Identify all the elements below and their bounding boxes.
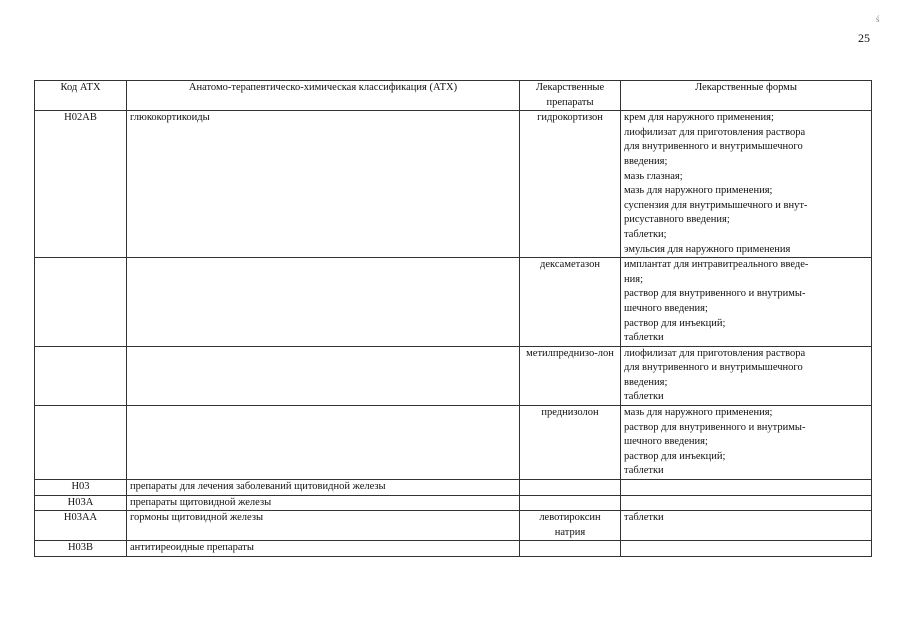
form-line: мазь для наружного применения; <box>624 407 773 419</box>
atx-code-cell <box>35 406 127 480</box>
forms-cell <box>621 346 872 405</box>
table-row <box>35 346 872 405</box>
form-line: таблетки <box>624 391 664 403</box>
atx-code-cell <box>35 346 127 405</box>
form-line: таблетки; <box>624 228 667 240</box>
preparation-cell: гидрокортизон <box>520 111 621 258</box>
preparation-cell: метилпреднизо-лон <box>520 346 621 405</box>
form-line: таблетки <box>624 512 664 524</box>
table-row <box>35 111 872 258</box>
form-line: для внутривенного и внутримышечного <box>624 362 803 374</box>
forms-cell <box>621 406 872 480</box>
form-line: имплантат для интравитреального введе- <box>624 259 809 271</box>
table-row <box>35 406 872 480</box>
atx-table <box>34 80 872 557</box>
form-line: раствор для инъекций; <box>624 317 726 329</box>
table-row <box>35 480 872 496</box>
form-line: раствор для внутривенного и внутримы- <box>624 421 806 433</box>
table-row <box>35 258 872 347</box>
preparation-cell: левотироксин натрия <box>520 511 621 541</box>
form-line: раствор для инъекций; <box>624 450 726 462</box>
forms-cell <box>621 541 872 557</box>
classification-cell <box>127 346 520 405</box>
atx-code-cell <box>35 258 127 347</box>
classification-cell <box>127 258 520 347</box>
form-line: лиофилизат для приготовления раствора <box>624 126 806 138</box>
form-line: эмульсия для наружного применения <box>624 243 791 255</box>
page-number: 25 <box>858 31 870 45</box>
form-line: ния; <box>624 273 643 285</box>
forms-cell <box>621 258 872 347</box>
form-line: раствор для внутривенного и внутримы- <box>624 288 806 300</box>
table-row <box>35 511 872 541</box>
form-line: лиофилизат для приготовления раствора <box>624 347 806 359</box>
form-line: для внутривенного и внутримышечного <box>624 141 803 153</box>
classification-cell: гормоны щитовидной железы <box>127 511 520 541</box>
form-line: таблетки <box>624 332 664 344</box>
form-line: крем для наружного применения; <box>624 112 774 124</box>
form-line: мазь для наружного применения; <box>624 185 773 197</box>
form-line: шечного введения; <box>624 436 708 448</box>
classification-cell <box>127 406 520 480</box>
atx-code-cell: H03 <box>35 480 127 496</box>
header-preparations: Лекарственные препараты <box>520 81 621 111</box>
forms-cell <box>621 511 872 541</box>
form-line: введения; <box>624 155 668 167</box>
corner-mark: ś <box>876 14 880 24</box>
preparation-cell <box>520 480 621 496</box>
forms-cell <box>621 111 872 258</box>
preparation-cell: преднизолон <box>520 406 621 480</box>
table-row <box>35 495 872 511</box>
preparation-cell <box>520 541 621 557</box>
atx-code-cell: H03AA <box>35 511 127 541</box>
header-forms: Лекарственные формы <box>621 81 872 111</box>
form-line: введения; <box>624 376 668 388</box>
forms-cell <box>621 495 872 511</box>
preparation-cell: дексаметазон <box>520 258 621 347</box>
form-line: мазь глазная; <box>624 170 683 182</box>
header-classification: Анатомо-терапевтическо-химическая классификация (АТХ) <box>127 81 520 111</box>
atx-code-cell: H03B <box>35 541 127 557</box>
form-line: таблетки <box>624 465 664 477</box>
form-line: рисуставного введения; <box>624 214 730 226</box>
classification-cell: антитиреоидные препараты <box>127 541 520 557</box>
table-body <box>35 111 872 557</box>
form-line: суспензия для внутримышечного и внут- <box>624 199 808 211</box>
header-code: Код АТХ <box>35 81 127 111</box>
forms-cell <box>621 480 872 496</box>
table-header-row <box>35 81 872 111</box>
table-row <box>35 541 872 557</box>
form-line: шечного введения; <box>624 302 708 314</box>
classification-cell: препараты щитовидной железы <box>127 495 520 511</box>
classification-cell: препараты для лечения заболеваний щитовидной железы <box>127 480 520 496</box>
atx-code-cell: H02AB <box>35 111 127 258</box>
preparation-cell <box>520 495 621 511</box>
atx-code-cell: H03A <box>35 495 127 511</box>
classification-cell: глюкокортикоиды <box>127 111 520 258</box>
